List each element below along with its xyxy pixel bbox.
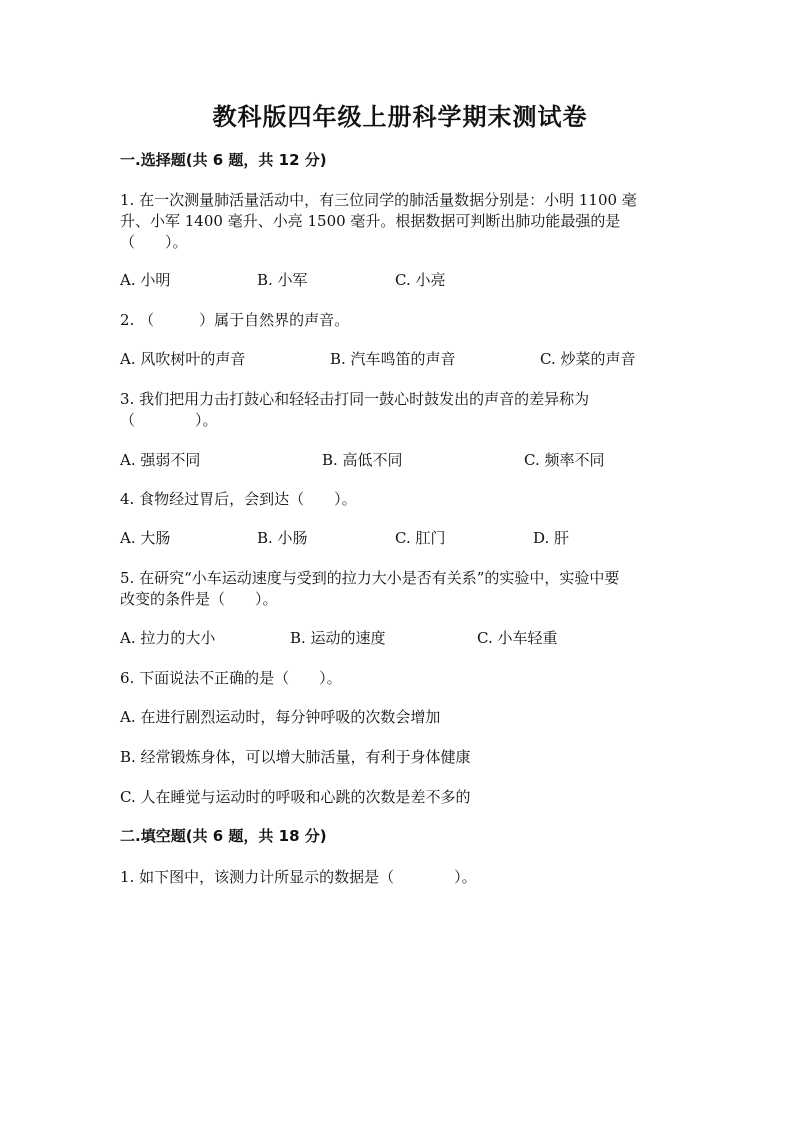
question-5-line-1: 5. 在研究“小车运动速度与受到的拉力大小是否有关系”的实验中，实验中要 [120,569,620,587]
question-6-option-c: C. 人在睡觉与运动时的呼吸和心跳的次数是差不多的 [120,788,471,806]
question-4-option-c: C. 肛门 [395,529,446,547]
question-5-option-b: B. 运动的速度 [290,629,386,647]
question-4-line-1: 4. 食物经过胃后，会到达（ ）。 [120,490,357,508]
question-6-option-b: B. 经常锻炼身体，可以增大肺活量，有利于身体健康 [120,748,471,766]
question-2-option-c: C. 炒菜的声音 [540,350,636,368]
question-1-option-b: B. 小军 [257,271,308,289]
question-1-line-3: （ ）。 [120,233,188,251]
question-3-option-a: A. 强弱不同 [120,451,201,469]
question-5-option-a: A. 拉力的大小 [120,629,216,647]
question-4-option-b: B. 小肠 [257,529,308,547]
question-6-line-1: 6. 下面说法不正确的是（ ）。 [120,669,342,687]
question-2-line-1: 2. （ ）属于自然界的声音。 [120,311,350,329]
exam-title: 教科版四年级上册科学期末测试卷 [212,102,588,131]
section-heading-fill-in: 二.填空题(共 6 题，共 18 分) [120,827,327,845]
question-2-option-a: A. 风吹树叶的声音 [120,350,246,368]
question-1-option-a: A. 小明 [120,271,171,289]
question-4-option-a: A. 大肠 [120,529,171,547]
question-1-option-c: C. 小亮 [395,271,446,289]
question-1-line-2: 升、小军 1400 毫升、小亮 1500 毫升。根据数据可判断出肺功能最强的是 [120,212,621,230]
question-3-option-b: B. 高低不同 [322,451,403,469]
question-3-line-1: 3. 我们把用力击打鼓心和轻轻击打同一鼓心时鼓发出的声音的差异称为 [120,390,590,408]
section-heading-choice: 一.选择题(共 6 题，共 12 分) [120,151,327,169]
fill-question-1-line-1: 1. 如下图中，该测力计所显示的数据是（ ）。 [120,868,477,886]
question-1-line-1: 1. 在一次测量肺活量活动中，有三位同学的肺活量数据分别是：小明 1100 毫 [120,191,637,209]
question-6-option-a: A. 在进行剧烈运动时，每分钟呼吸的次数会增加 [120,708,441,726]
question-3-option-c: C. 频率不同 [524,451,605,469]
question-3-line-2: （ ）。 [120,411,218,429]
question-5-line-2: 改变的条件是（ ）。 [120,590,278,608]
question-4-option-d: D. 肝 [533,529,570,547]
question-2-option-b: B. 汽车鸣笛的声音 [330,350,456,368]
question-5-option-c: C. 小车轻重 [477,629,558,647]
